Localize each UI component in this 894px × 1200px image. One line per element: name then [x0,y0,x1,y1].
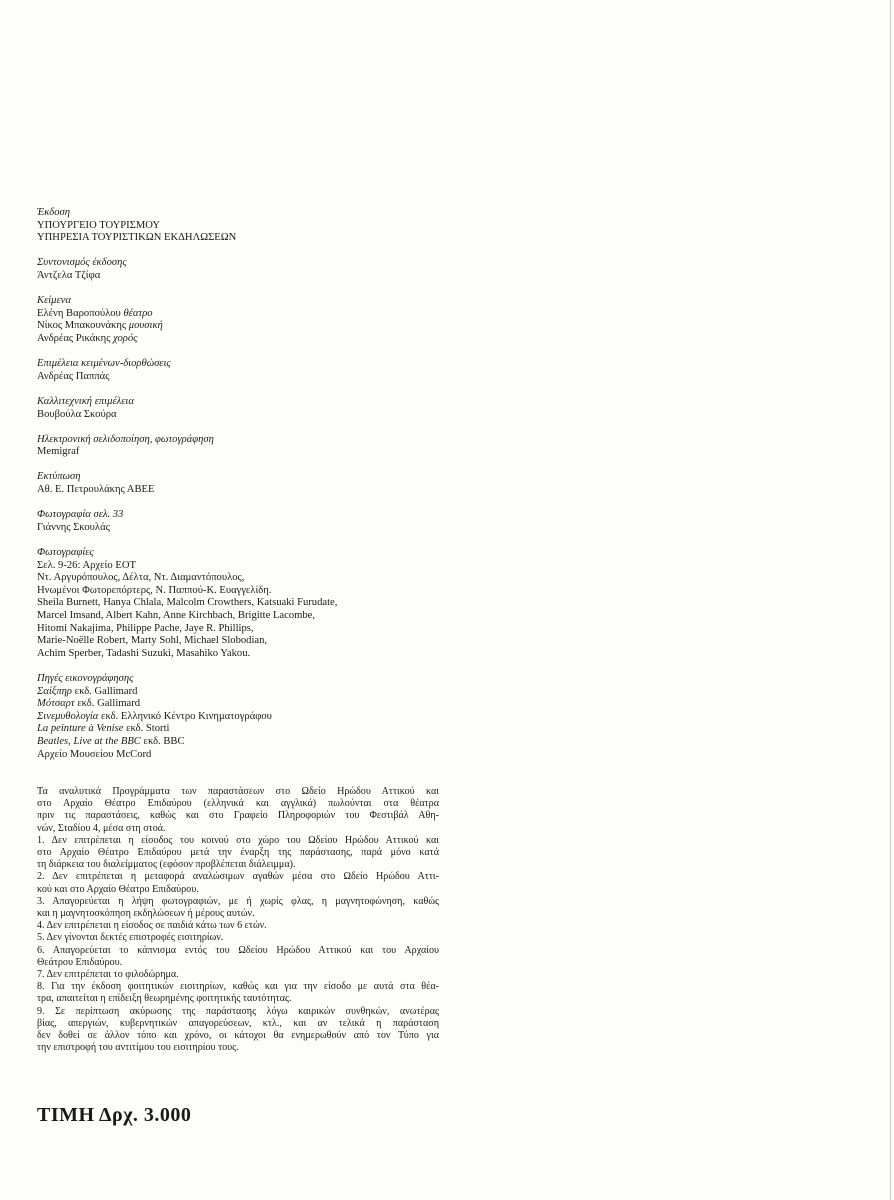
editing-line: Ανδρέας Παππάς [37,370,110,382]
layout-line: Memigraf [37,446,80,458]
sources-entry [37,736,457,749]
texts-role: θέατρο [123,307,153,319]
information-line: 6. Απαγορεύεται το κάπνισμα εντός του Ωδείου Ηρώδου Αττικού και του Αρχαίου [37,944,439,956]
texts-role: χορός [113,332,138,344]
source-title: Σαίξπηρ [37,685,72,697]
source-publisher: Αρχείο Μουσείου McCord [37,748,152,760]
information-line: 7. Δεν επιτρέπεται το φιλοδώρημα. [37,969,179,981]
editing-heading: Επιμέλεια κειμένων-διορθώσεις [37,358,171,370]
information-line: 9. Σε περίπτωση ακύρωσης της παράστασης λόγω καιρικών συνθηκών, ανωτέρας [37,1005,439,1017]
photo-page-heading: Φωτογραφία σελ. 33 [37,509,124,521]
printing-line: Αθ. Ε. Πετρουλάκης ΑΒΕΕ [37,484,155,496]
information-line: βίας, απεργιών, κυβερνητικών απαγορεύσεων, κτλ., και αν τελικά η παράσταση [37,1017,439,1029]
texts-entry [37,320,457,333]
publication-heading: Έκδοση [37,207,70,218]
source-title: Μότσαρτ [37,698,75,710]
photos-line: Ηνωμένοι Φωτορεπόρτερς, Ν. Παππού-Κ. Ευαγγελίδη. [37,584,272,596]
photos-line: Σελ. 9-26: Αρχείο ΕΟΤ [37,559,136,571]
publication-line: ΥΠΗΡΕΣΙΑ ΤΟΥΡΙΣΤΙΚΩΝ ΕΚΔΗΛΩΣΕΩΝ [37,232,237,244]
coordination-heading: Συντονισμός έκδοσης [37,257,127,269]
source-publisher: εκδ. BBC [143,735,185,747]
colophon-printing [37,471,457,496]
printing-heading: Εκτύπωση [37,471,81,483]
information-line: την επιστροφή του αντιτίμου του εισιτηρίου τους. [37,1042,239,1054]
source-publisher: εκδ. Ελληνικό Κέντρο Κινηματογράφου [101,710,272,722]
sources-entry [37,749,457,762]
photos-line: Marcel Imsand, Albert Kahn, Anne Kirchbach, Brigitte Lacombe, [37,610,315,621]
information-line: Θεάτρου Επιδαύρου. [37,956,123,968]
texts-author: Νίκος Μπακουνάκης [37,320,127,332]
colophon-layout [37,434,457,459]
sources-entry [37,711,457,724]
sources-entry [37,698,457,711]
photo-page-line: Γιάννης Σκουλάς [37,521,110,533]
information-line: κού και στο Αρχαίο Θέατρο Επιδαύρου. [37,883,199,895]
information-line: 8. Για την έκδοση φοιτητικών εισιτηρίων, καθώς και για την είσοδο με αυτά στα θέα- [37,981,439,993]
page-edge-line [890,0,891,1200]
visitor-information [37,786,439,1054]
information-line: 5. Δεν γίνονται δεκτές επιστροφές εισιτηρίων. [37,932,224,944]
colophon-photo-page [37,509,457,534]
information-line: Τα αναλυτικά Προγράμματα των παραστάσεων στο Ωδείο Ηρώδου Αττικού και [37,786,439,797]
information-line: στο Αρχαίο Θέατρο Επιδαύρου (ελληνικά και αγγλικά) πωλούνται στα θέατρα [37,798,439,810]
information-line: 2. Δεν επιτρέπεται η μεταφορά αναλώσιμων αγαθών μέσα στο Ωδείο Ηρώδου Αττι- [37,871,439,883]
price-label: ΤΙΜΗ Δρχ. 3.000 [37,1104,192,1126]
sources-entry [37,686,457,699]
information-line: τη διάρκεια του διαλείμματος (εφόσον προβλέπεται διάλειμμα). [37,859,296,871]
information-line: τρα, απαιτείται η επίδειξη θεωρημένης φοιτητικής ταυτότητας. [37,993,292,1005]
information-line: 4. Δεν επιτρέπεται η είσοδος σε παιδιά κάτω των 6 ετών. [37,920,267,932]
coordination-line: Άντζελα Τζίφα [37,269,101,281]
photos-line: Hitomi Nakajima, Philippe Pache, Jaye R. Phillips, [37,622,254,634]
photos-line: Ντ. Αργυρόπουλος, Δέλτα, Ντ. Διαμαντόπουλος, [37,572,245,584]
photos-line: Sheila Burnett, Hanya Chlala, Malcolm Crowthers, Katsuaki Furudate, [37,597,338,609]
source-publisher: εκδ. Gallimard [74,685,138,697]
photos-line: Marie-Noëlle Robert, Marty Sohl, Michael Slobodian, [37,635,268,647]
texts-author: Ελένη Βαροπούλου [37,307,121,319]
colophon [37,207,457,774]
texts-heading: Κείμενα [37,295,71,307]
information-line: και η μαγνητοσκόπηση εκδηλώσεων ή μέρους αυτών. [37,908,255,920]
art-direction-line: Βουβούλα Σκούρα [37,408,117,420]
colophon-coordination [37,257,457,282]
texts-author: Ανδρέας Ρικάκης [37,332,111,344]
colophon-sources [37,673,457,761]
texts-role: μουσική [128,320,163,332]
texts-entry [37,333,457,346]
source-title: Σινεμυθολογία [37,710,99,722]
colophon-photos [37,547,457,660]
photos-line: Achim Sperber, Tadashi Suzuki, Masahiko Yakou. [37,647,251,659]
art-direction-heading: Καλλιτεχνική επιμέλεια [37,395,134,407]
source-title: La peinture à Venise [37,723,124,735]
photos-heading: Φωτογραφίες [37,547,94,559]
source-publisher: εκδ. Storti [126,723,170,735]
information-line: δεν δοθεί σε άλλον τόπο και χρόνο, οι κάτοχοι θα ενημερωθούν από τον Τύπο για [37,1030,439,1042]
source-title: Beatles, Live at the BBC [37,735,141,747]
information-line: νών, Σταδίου 4, μέσα στη στοά. [37,822,166,834]
information-line: 1. Δεν επιτρέπεται η είσοδος του κοινού στο χώρο του Ωδείου Ηρώδου Αττικού και [37,834,439,846]
information-line: πριν τις παραστάσεις, καθώς και στο Γραφείο Πληροφοριών του Φεστιβάλ Αθη- [37,810,439,822]
information-line: 3. Απαγορεύεται η λήψη φωτογραφιών, με ή χωρίς φλας, η μαγνητοφώνηση, καθώς [37,895,439,907]
colophon-editing [37,358,457,383]
colophon-art-direction [37,396,457,421]
information-line: στο Αρχαίο Θέατρο Επιδαύρου μετά την έναρξη της παράστασης, παρά μόνο κατά [37,847,439,859]
publication-line: ΥΠΟΥΡΓΕΙΟ ΤΟΥΡΙΣΜΟΥ [37,219,161,231]
texts-entry [37,308,457,321]
layout-heading: Ηλεκτρονική σελιδοποίηση, φωτογράφηση [37,433,214,445]
sources-heading: Πηγές εικονογράφησης [37,672,134,684]
sources-entry [37,723,457,736]
colophon-publication [37,207,457,245]
colophon-texts [37,295,457,345]
source-publisher: εκδ. Gallimard [77,698,141,710]
